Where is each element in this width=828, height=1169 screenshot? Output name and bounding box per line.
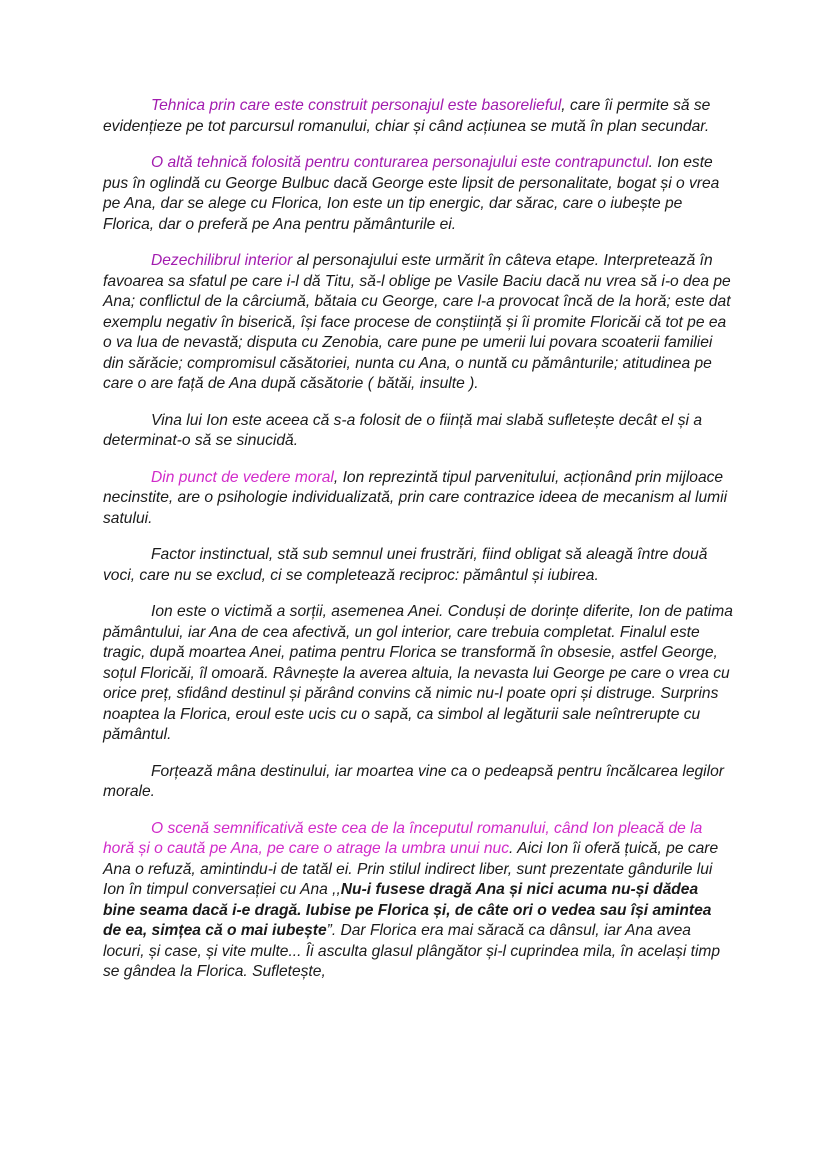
document-body [103, 96, 733, 999]
body-text: , Ion reprezintă tipul parvenitului, acționând prin mijloace necinstite, are o psihologie individualizată, prin care contrazice ideea de mecanism al lumii satului. [103, 468, 728, 527]
paragraph-contrapunct [103, 153, 733, 235]
paragraph-basorelief [103, 96, 733, 137]
highlight-text: O scenă semnificativă este cea de la începutul romanului, când Ion pleacă de la horă și o caută pe Ana, pe care o atrage la umbra unui nuc [103, 819, 703, 857]
body-text: Ion este o victimă a sorții, asemenea Anei. Conduși de dorințe diferite, Ion de patima pământului, iar Ana de cea afectivă, un gol interior, care trebuia completat. Finalul este tragic, după moartea Anei, patima pentru Florica se transformă în obsesie, astfel George, soțul Floricăi, îl omoară. Râvnește la averea altuia, la nevasta lui George pe care o vrea cu orice preț, sfidând destinul și părând convins că nimic nu-l poate opri și distruge. Surprins noaptea la Florica, eroul este ucis cu o sapă, ca simbol al legăturii sale neîntrerupte cu pământul. [103, 603, 733, 743]
body-text: , care îi permite să se evidențieze pe tot parcursul romanului, chiar și când acțiunea se mută în plan secundar. [103, 97, 711, 135]
paragraph-scena [103, 819, 733, 983]
paragraph-moral [103, 468, 733, 530]
highlight-text: Tehnica prin care este construit personajul este basorelieful [151, 97, 562, 114]
body-text: Factor instinctual, stă sub semnul unei frustrări, fiind obligat să aleagă între două voci, care nu se exclud, ci se completează reciproc: pământul și iubirea. [103, 546, 708, 584]
highlight-text: Dezechilibrul interior [151, 252, 293, 269]
paragraph-victima [103, 602, 733, 746]
highlight-text: O altă tehnică folosită pentru conturarea personajului este contrapunctul [151, 154, 649, 171]
quote-text: Nu-i fusese dragă Ana și nici acuma nu-și dădea bine seama dacă i-e dragă. Iubise pe Florica și, de câte ori o vedea sau își amintea de ea, simțea că o mai iubește [103, 881, 712, 939]
paragraph-vina [103, 411, 733, 452]
body-text: al personajului este urmărit în câteva etape. Interpretează în favoarea sa sfatul pe care i-l dă Titu, să-l oblige pe Vasile Baciu dacă nu vrea să i-o dea pe Ana; conflictul de la cârciumă, bătaia cu George, care l-a provocat încă de la horă; este dat exemplu negativ în biserică, își face procese de conștiință și îi promite Floricăi că tot pe ea o va lua de nevastă; disputa cu Zenobia, care pune pe umerii lui povara scoaterii familiei din sărăcie; compromisul căsătoriei, nunta cu Ana, o nuntă cu pământurile; atitudinea pe care o are față de Ana după căsătorie ( bătăi, insulte ). [103, 252, 731, 392]
paragraph-instinct [103, 545, 733, 586]
body-text: Forțează mâna destinului, iar moartea vine ca o pedeapsă pentru încălcarea legilor morale. [103, 762, 724, 800]
highlight-text: Din punct de vedere moral [151, 468, 334, 486]
paragraph-dezechilibru [103, 251, 733, 395]
body-text: . Ion este pus în oglindă cu George Bulbuc dacă George este lipsit de personalitate, bogat și o vrea pe Ana, dar se alege cu Florica, Ion este un tip energic, dar sărac, care o iubește pe Florica, dar o preferă pe Ana pentru pământurile ei. [103, 154, 720, 233]
body-text: . Aici Ion îi oferă țuică, pe care Ana o refuză, amintindu-i de tatăl ei. Prin stilul indirect liber, sunt prezentate gândurile lui Ion în timpul conversației cu Ana ,, [103, 840, 719, 898]
body-text: Vina lui Ion este aceea că s-a folosit de o ființă mai slabă sufletește decât el și a determinat-o să se sinucidă. [103, 411, 703, 449]
paragraph-destin [103, 762, 733, 803]
body-text: ”. Dar Florica era mai săracă ca dânsul, iar Ana avea locuri, și case, și vite multe... Îi asculta glasul plângător și-l cuprindea mila, în același timp se gândea la Florica. Sufletește, [103, 922, 721, 980]
